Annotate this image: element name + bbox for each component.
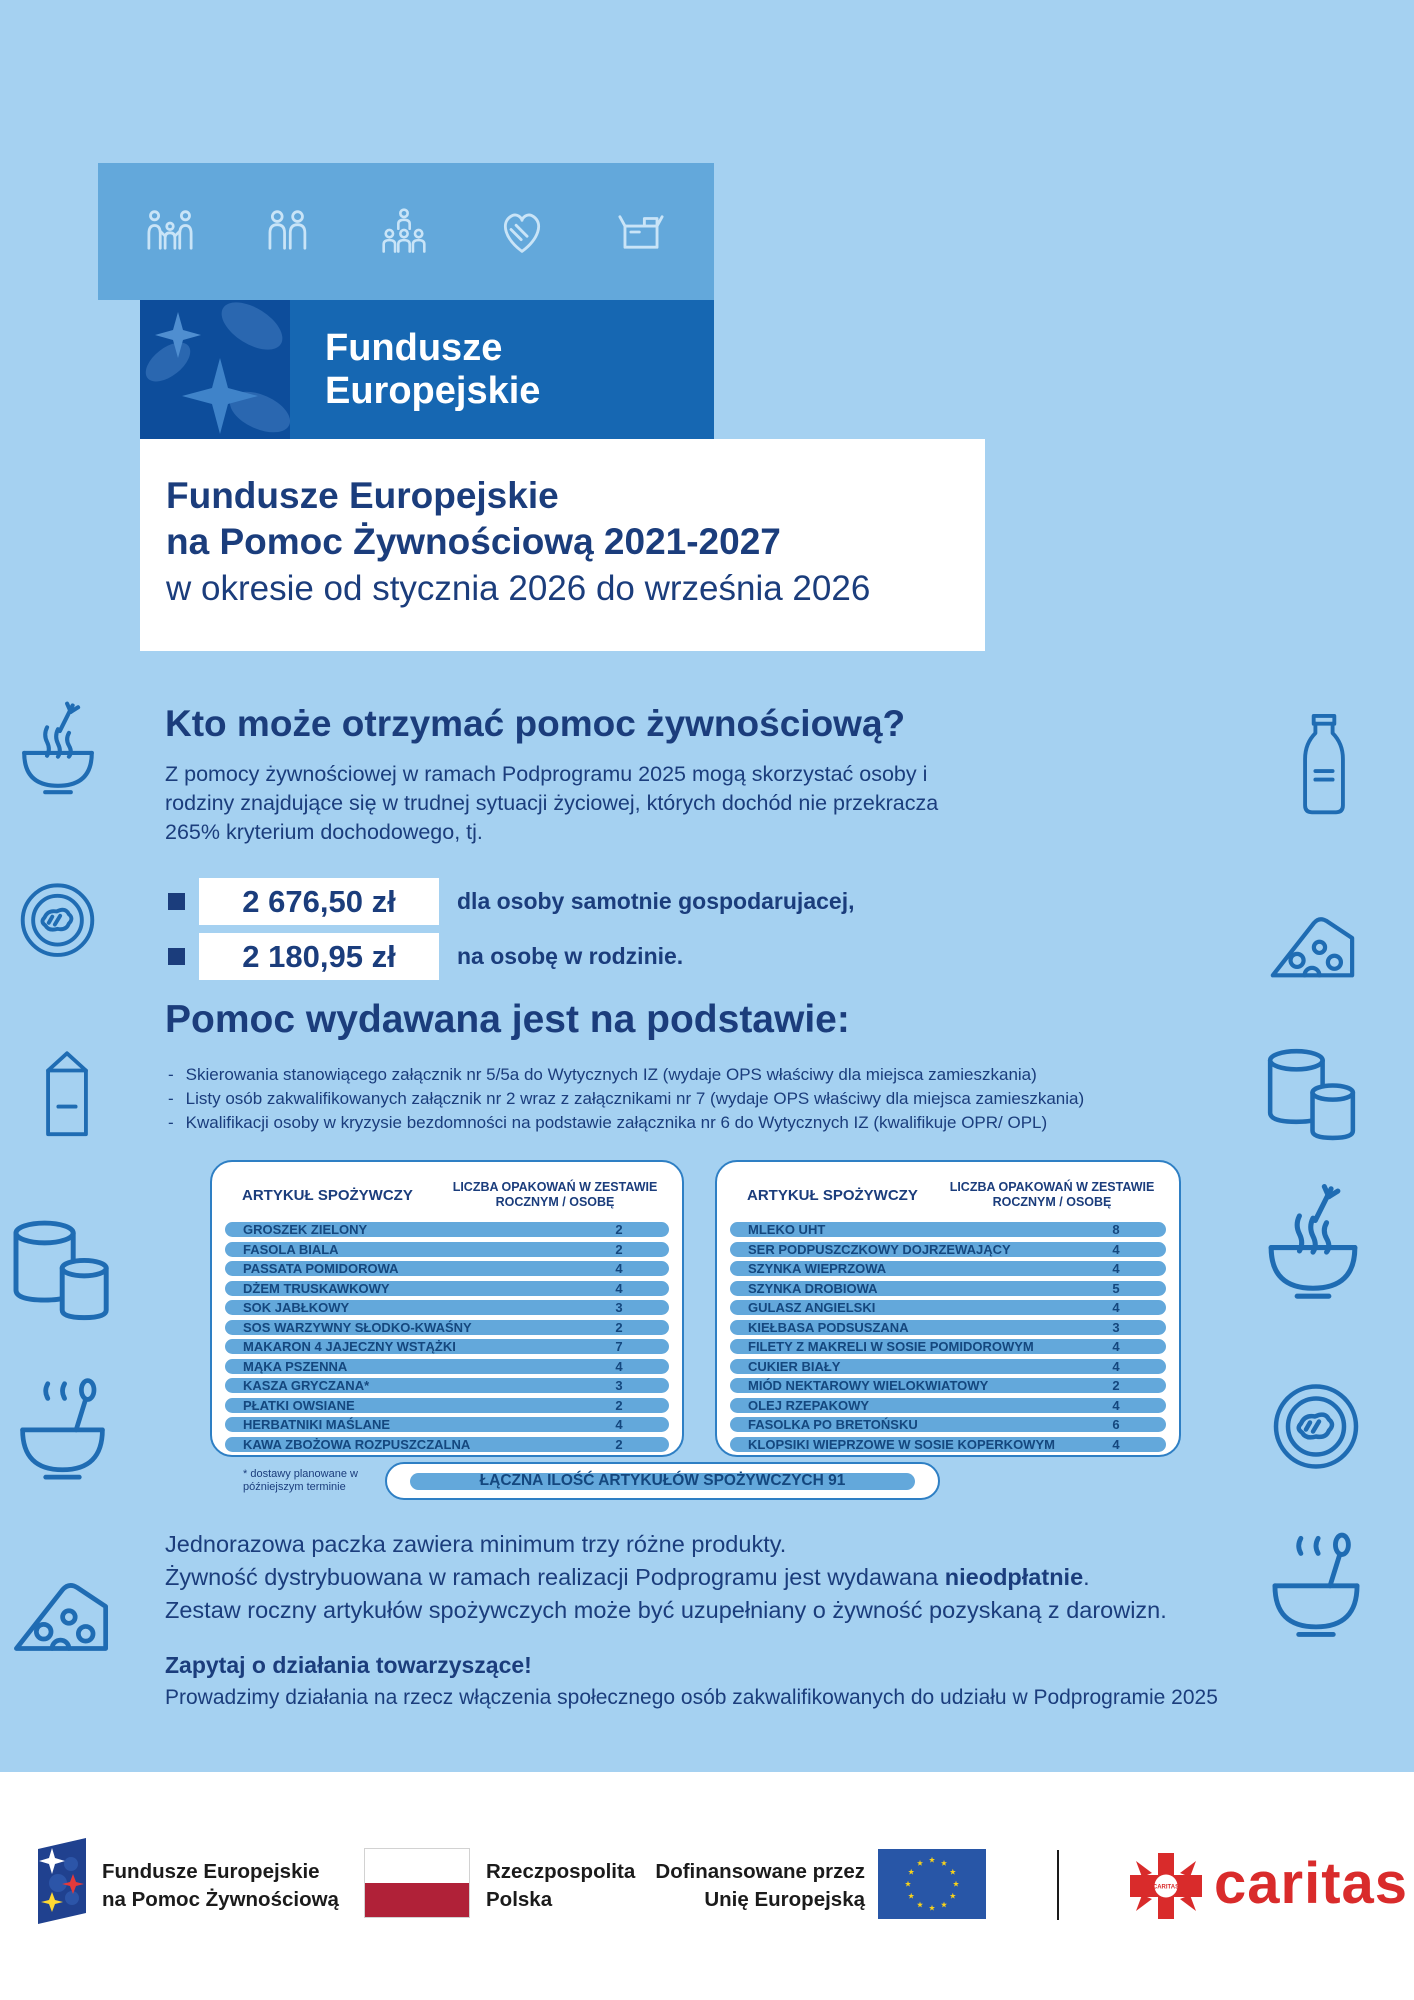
food-item-name: MIÓD NEKTAROWY WIELOKWIATOWY xyxy=(748,1378,989,1393)
title-box xyxy=(140,439,985,651)
food-table-rows xyxy=(212,1216,682,1452)
note-line: Jednorazowa paczka zawiera minimum trzy różne produkty. xyxy=(165,1531,787,1557)
basis-item: - Kwalifikacji osoby w kryzysie bezdomności na podstawie załącznika nr 6 do Wytycznych IZ (kwalifikuje OPR/ OPL) xyxy=(168,1111,1084,1135)
table-row xyxy=(730,1261,1166,1276)
table-row xyxy=(225,1378,669,1393)
table-row xyxy=(730,1300,1166,1315)
cta-body: Prowadzimy działania na rzecz włączenia społecznego osób zakwalifikowanych do udziału w Podprogramie 2025 xyxy=(165,1686,1218,1709)
column-header-quantity: LICZBA OPAKOWAŃ W ZESTAWIE ROCZNYM / OSOBĘ xyxy=(452,1180,658,1209)
food-item-qty: 4 xyxy=(1112,1397,1120,1413)
group-icon xyxy=(378,206,430,258)
table-row xyxy=(730,1378,1166,1393)
noodles-bowl-icon xyxy=(1253,1182,1373,1312)
cheese-icon xyxy=(1253,882,1371,994)
basis-heading: Pomoc wydawana jest na podstawie: xyxy=(165,998,850,1041)
table-row xyxy=(225,1300,669,1315)
food-item-qty: 4 xyxy=(615,1358,623,1374)
table-row xyxy=(225,1222,669,1237)
table-row xyxy=(225,1417,669,1432)
food-item-name: GROSZEK ZIELONY xyxy=(243,1222,368,1237)
food-item-name: OLEJ RZEPAKOWY xyxy=(748,1397,870,1413)
square-bullet-icon xyxy=(168,893,185,910)
table-row xyxy=(225,1281,669,1296)
food-table-right xyxy=(715,1160,1181,1457)
food-item-qty: 4 xyxy=(1112,1261,1120,1276)
food-item-qty: 4 xyxy=(615,1280,623,1296)
column-header-quantity: LICZBA OPAKOWAŃ W ZESTAWIE ROCZNYM / OSOBĘ xyxy=(949,1180,1155,1209)
footer-divider xyxy=(1057,1850,1059,1920)
poster-title-line2: na Pomoc Żywnościową 2021-2027 xyxy=(166,521,781,562)
eu-funding-label xyxy=(655,1858,865,1914)
milk-bottle-icon xyxy=(1281,698,1367,832)
food-item-name: SZYNKA DROBIOWA xyxy=(748,1280,878,1296)
table-row xyxy=(730,1398,1166,1413)
table-row xyxy=(730,1281,1166,1296)
total-label: ŁĄCZNA ILOŚĆ ARTYKUŁÓW SPOŻYWCZYCH 91 xyxy=(410,1473,915,1490)
milk-carton-icon xyxy=(24,1022,110,1162)
food-item-qty: 7 xyxy=(615,1339,623,1354)
who-body: Z pomocy żywnościowej w ramach Podprogramu 2025 mogą skorzystać osoby i rodziny znajdujące się w trudnej sytuacji życiowej, których dochód nie przekracza 265% kryterium dochodowego, tj. xyxy=(165,762,939,844)
food-item-qty: 3 xyxy=(1112,1319,1120,1335)
threshold-label: dla osoby samotnie gospodarujacej, xyxy=(457,888,855,914)
table-footnote: * dostawy planowane w późniejszym terminie xyxy=(243,1468,358,1493)
food-item-qty: 2 xyxy=(615,1319,623,1335)
cheese-icon xyxy=(8,1534,113,1679)
poster-title-line1: Fundusze Europejskie xyxy=(166,475,559,516)
poland-label-line1: Rzeczpospolita xyxy=(486,1860,636,1883)
food-item-name: PŁATKI OWSIANE xyxy=(243,1397,355,1413)
food-item-qty: 2 xyxy=(615,1397,623,1413)
food-item-qty: 3 xyxy=(615,1378,623,1393)
food-item-name: KASZA GRYCZANA* xyxy=(243,1378,370,1393)
threshold-row xyxy=(168,878,854,925)
note-text: Żywność dystrybuowana w ramach realizacji Podprogramu jest wydawana xyxy=(165,1564,945,1590)
food-item-name: FASOLA BIALA xyxy=(243,1241,339,1257)
food-box-icon xyxy=(614,205,668,259)
table-header xyxy=(717,1162,1179,1216)
food-item-qty: 4 xyxy=(615,1417,623,1432)
threshold-amount: 2 676,50 zł xyxy=(199,878,439,925)
table-row xyxy=(730,1320,1166,1335)
poland-label xyxy=(486,1858,635,1914)
svg-text:CARITAS: CARITAS xyxy=(1152,1884,1180,1891)
food-item-qty: 5 xyxy=(1112,1280,1120,1296)
food-item-name: PASSATA POMIDOROWA xyxy=(243,1261,399,1276)
poland-flag xyxy=(364,1848,470,1918)
meat-plate-icon xyxy=(1266,1366,1366,1482)
food-item-name: GULASZ ANGIELSKI xyxy=(748,1300,876,1315)
food-item-name: MĄKA PSZENNA xyxy=(243,1358,348,1374)
food-item-name: SZYNKA WIEPRZOWA xyxy=(748,1261,887,1276)
eu-funds-label-line2: na Pomoc Żywnościową xyxy=(102,1888,339,1911)
eu-funding-label-line1: Dofinansowane przez xyxy=(655,1860,865,1883)
food-item-name: DŻEM TRUSKAWKOWY xyxy=(243,1280,390,1296)
cta-heading: Zapytaj o działania towarzyszące! xyxy=(165,1652,532,1678)
square-bullet-icon xyxy=(168,948,185,965)
eu-funding-label-line2: Unię Europejską xyxy=(704,1888,865,1911)
note-bold-text: nieodpłatnie xyxy=(944,1564,1084,1590)
table-header xyxy=(212,1162,682,1216)
noodles-bowl-icon xyxy=(8,700,108,805)
food-item-name: SOK JABŁKOWY xyxy=(243,1300,350,1315)
table-row xyxy=(225,1437,669,1452)
food-item-name: HERBATNIKI MAŚLANE xyxy=(243,1417,391,1432)
note-line xyxy=(165,1561,1167,1594)
top-icon-band xyxy=(98,163,714,300)
canned-food-icon xyxy=(1253,1028,1368,1144)
eu-flag xyxy=(878,1849,986,1919)
food-item-name: KAWA ZBOŻOWA ROZPUSZCZALNA xyxy=(243,1436,471,1452)
canned-food-icon xyxy=(5,1195,115,1327)
table-row xyxy=(730,1242,1166,1257)
poster-title-line3: w okresie od stycznia 2026 do września 2026 xyxy=(166,569,871,608)
banner-star-decoration xyxy=(140,300,290,439)
column-header-article: ARTYKUŁ SPOŻYWCZY xyxy=(747,1187,918,1204)
food-item-qty: 2 xyxy=(615,1436,623,1452)
table-row xyxy=(730,1437,1166,1452)
total-banner xyxy=(385,1462,940,1500)
food-item-qty: 4 xyxy=(1112,1358,1120,1374)
threshold-amount: 2 180,95 zł xyxy=(199,933,439,980)
food-item-qty: 4 xyxy=(1112,1339,1120,1354)
food-item-name: KLOPSIKI WIEPRZOWE W SOSIE KOPERKOWYM xyxy=(748,1436,1055,1452)
food-item-name: MLEKO UHT xyxy=(748,1222,826,1237)
family-icon xyxy=(144,206,196,258)
notes-block xyxy=(165,1528,1167,1627)
food-item-name: FILETY Z MAKRELI W SOSIE POMIDOROWYM xyxy=(748,1339,1034,1354)
poland-flag-red-stripe xyxy=(365,1883,469,1917)
table-row xyxy=(225,1242,669,1257)
heart-handshake-icon xyxy=(495,205,549,259)
two-adults-icon xyxy=(261,206,313,258)
food-item-qty: 4 xyxy=(1112,1300,1120,1315)
threshold-row xyxy=(168,933,683,980)
food-item-name: CUKIER BIAŁY xyxy=(748,1358,841,1374)
food-item-qty: 2 xyxy=(615,1241,623,1257)
caritas-logo xyxy=(1128,1851,1204,1921)
meat-plate-icon xyxy=(10,868,105,968)
table-row xyxy=(225,1398,669,1413)
food-item-qty: 8 xyxy=(1112,1222,1120,1237)
eu-funds-logo xyxy=(36,1836,88,1926)
food-item-qty: 3 xyxy=(615,1300,623,1315)
table-row xyxy=(730,1417,1166,1432)
food-table-left xyxy=(210,1160,684,1457)
table-row xyxy=(730,1339,1166,1354)
food-item-qty: 6 xyxy=(1112,1417,1120,1432)
caritas-wordmark: caritas xyxy=(1214,1851,1409,1916)
basis-item: - Skierowania stanowiącego załącznik nr 5/5a do Wytycznych IZ (wydaje OPS właściwy dla miejsca zamieszkania) xyxy=(168,1063,1084,1087)
poland-flag-white-stripe xyxy=(365,1849,469,1883)
table-row xyxy=(225,1261,669,1276)
eu-funds-logo-label xyxy=(102,1858,339,1914)
soup-bowl-icon xyxy=(1262,1520,1370,1656)
column-header-article: ARTYKUŁ SPOŻYWCZY xyxy=(242,1187,413,1204)
note-line: Zestaw roczny artykułów spożywczych może być uzupełniany o żywność pozyskaną z darowizn. xyxy=(165,1597,1167,1623)
table-row xyxy=(225,1359,669,1374)
food-item-qty: 2 xyxy=(1112,1378,1120,1393)
food-item-name: KIEŁBASA PODSUSZANA xyxy=(748,1319,909,1335)
poland-label-line2: Polska xyxy=(486,1888,553,1911)
food-item-name: FASOLKA PO BRETOŃSKU xyxy=(748,1417,918,1432)
food-item-qty: 4 xyxy=(1112,1241,1120,1257)
food-item-name: SOS WARZYWNY SŁODKO-KWAŚNY xyxy=(243,1319,472,1335)
fe-banner-label: Fundusze Europejskie xyxy=(325,326,541,412)
footer xyxy=(0,1772,1414,2000)
food-item-name: MAKARON 4 JAJECZNY WSTĄŻKI xyxy=(243,1339,456,1354)
food-item-qty: 2 xyxy=(615,1222,623,1237)
table-row xyxy=(730,1222,1166,1237)
note-text: . xyxy=(1083,1564,1090,1590)
food-item-qty: 4 xyxy=(615,1261,623,1276)
threshold-label: na osobę w rodzinie. xyxy=(457,943,684,969)
food-table-rows xyxy=(717,1216,1179,1452)
table-row xyxy=(225,1339,669,1354)
soup-bowl-icon xyxy=(10,1362,115,1502)
table-row xyxy=(225,1320,669,1335)
food-item-qty: 4 xyxy=(1112,1436,1120,1452)
who-heading: Kto może otrzymać pomoc żywnościową? xyxy=(165,703,906,744)
food-item-name: SER PODPUSZCZKOWY DOJRZEWAJĄCY xyxy=(748,1241,1011,1257)
table-row xyxy=(730,1359,1166,1374)
fe-banner xyxy=(140,300,714,439)
basis-item: - Listy osób zakwalifikowanych załącznik nr 2 wraz z załącznikami nr 7 (wydaje OPS właściwy dla miejsca zamieszkania) xyxy=(168,1087,1084,1111)
eu-funds-label-line1: Fundusze Europejskie xyxy=(102,1860,320,1883)
basis-list xyxy=(168,1063,1084,1135)
